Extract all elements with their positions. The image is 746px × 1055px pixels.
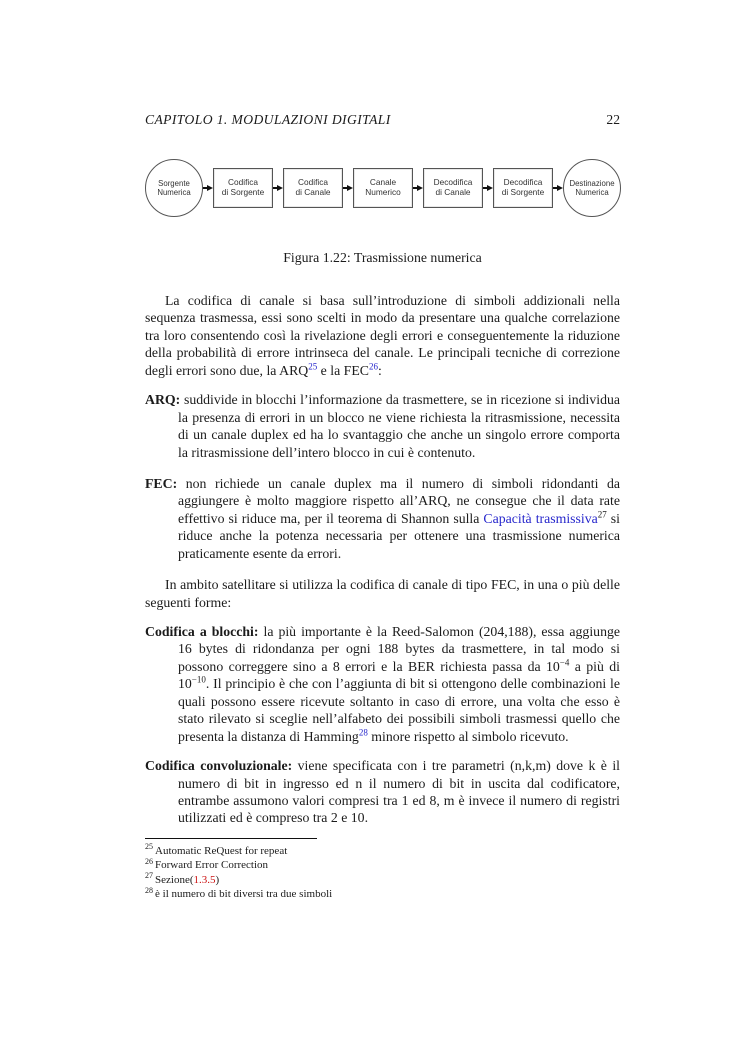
paragraph-satellitare: In ambito satellitare si utilizza la codifica di canale di tipo FEC, in una o più delle seguenti forme: [145,577,620,610]
definition-codifica-convoluzionale [145,757,620,827]
arq-text: suddivide in blocchi l’informazione da trasmettere, se in ricezione si individua la presenza di errori in un blocco ne viene richiesta la ritrasmissione, necessita di un canale duplex ed ha lo svantaggio che anche un singolo errore comporta la ritrasmissione dell’intero blocco in cui è contenuto. [178,392,620,460]
chapter-title: CAPITOLO 1. MODULAZIONI DIGITALI [145,112,391,127]
exponent: −10 [191,674,206,685]
node-label-line: Numerico [365,187,401,197]
codifica-convoluzionale-term: Codifica convoluzionale: [145,758,293,774]
node-label-line: Numerica [575,188,609,197]
figure-block-diagram [145,159,620,217]
node-label-line: Sorgente [158,178,190,188]
node-label-line: Decodifica [503,177,543,188]
paragraph-intro [145,292,620,379]
diagram-node-codifica-canale [283,168,343,208]
arrow-right-icon [483,185,493,191]
footnote-27 [145,873,620,888]
diagram-node-sorgente-numerica [145,159,203,217]
fec-text: si riduce anche la potenza necessaria per ottenere una trasmissione numerica praticamente esente da errori. [178,510,620,561]
diagram-node-codifica-sorgente [213,168,273,208]
fec-term: FEC: [145,475,178,491]
node-label-line: Destinazione [569,178,615,188]
definition-codifica-blocchi [145,623,620,745]
footnote-rule [145,838,317,839]
footnote-26 [145,858,620,873]
arrow-right-icon [413,185,423,191]
blocchi-text: a più di 10 [178,658,620,692]
intro-text: La codifica di canale si basa sull’introduzione di simboli addizionali nella sequenza trasmessa, essi sono scelti in modo da presentare una qualche correlazione tra loro consentendo così la rivelazione degli errori e conseguentemente la riduzione della probabilità di errore intrinseca del canale. Le principali tecniche di correzione degli errori sono due, la ARQ [145,293,620,378]
blocchi-text: la più importante è la Reed-Salomon (204,188), essa aggiunge 16 bytes di ridondanza per ogni 188 bytes da trasmettere, in tal modo si possono correggere sino a 8 errori e la BER richiesta passa da 10 [178,624,620,674]
footnote-text: Automatic ReQuest for repeat [155,844,288,857]
node-label-line: Codifica [298,177,328,188]
convoluzionale-text: viene specificata con i tre parametri (n,k,m) dove k è il numero di bit in ingresso ed n il numero di bit in uscita dal codificatore, entrambe assumono valori compresi tra 1 ed 8, m è invece il numero di registri utilizzati ed è compreso tra 2 e 10. [178,758,620,826]
page-number: 22 [606,112,620,127]
exponent: −4 [559,657,570,668]
diagram-node-decodifica-canale [423,168,483,208]
footnote-marker: 25 [145,842,153,852]
fec-text: non richiede un canale duplex ma il numero di simboli ridondanti da aggiungere è molto maggiore rispetto all’ARQ, ne consegue che il data rate effettivo si riduce ma, per il teorema di Shannon sulla [177,475,620,526]
arrow-right-icon [343,185,353,191]
running-header [145,112,620,128]
intro-text: e la FEC [317,362,369,378]
node-label-line: di Canale [435,187,471,197]
node-label-line: di Sorgente [221,187,265,197]
arrow-right-icon [553,185,563,191]
node-label-line: Codifica [228,177,258,188]
node-label-line: Numerica [157,188,191,197]
figure-caption: Figura 1.22: Trasmissione numerica [283,250,482,265]
node-label-line: Canale [369,177,397,188]
definition-fec [145,475,620,562]
footnote-text: Forward Error Correction [155,859,269,872]
footnotes-area [145,838,620,902]
footnote-ref-28[interactable]: 28 [358,727,368,738]
definition-arq [145,391,620,461]
capacita-trasmissiva-link[interactable]: Capacità trasmissiva [483,510,598,526]
arrow-right-icon [273,185,283,191]
blocchi-text: minore rispetto al simbolo ricevuto. [367,728,569,744]
footnote-marker: 26 [145,856,153,866]
diagram-node-destinazione-numerica [563,159,621,217]
arrow-right-icon [203,185,213,191]
arq-term: ARQ: [145,392,181,408]
footnote-text: ) [215,873,220,886]
footnote-28 [145,887,620,902]
footnote-marker: 28 [145,885,153,895]
footnote-ref-26[interactable]: 26 [368,361,378,372]
diagram-node-canale-numerico [353,168,413,208]
diagram-node-decodifica-sorgente [493,168,553,208]
node-label-line: Decodifica [433,177,473,188]
node-label-line: di Sorgente [501,187,545,197]
intro-text: : [377,362,382,378]
blocchi-text: . Il principio è che con l’aggiunta di bit si ottengono delle combinazioni le quali possono essere ricevute soltanto in caso di errore, una volta che esso è stato rilevato si sceglie nell’alfabeto dei possibili simboli trasmessi quello che presenta la distanza di Hamming [178,676,620,744]
section-ref-link[interactable]: 1.3.5 [193,873,216,886]
footnote-ref-25[interactable]: 25 [308,361,318,372]
node-label-line: di Canale [295,187,331,197]
footnote-text: è il numero di bit diversi tra due simboli [155,888,333,901]
footnote-marker: 27 [145,871,153,881]
footnote-25 [145,844,620,859]
footnote-ref-27: 27 [597,509,607,520]
codifica-blocchi-term: Codifica a blocchi: [145,624,259,639]
footnote-text: Sezione( [155,873,194,886]
